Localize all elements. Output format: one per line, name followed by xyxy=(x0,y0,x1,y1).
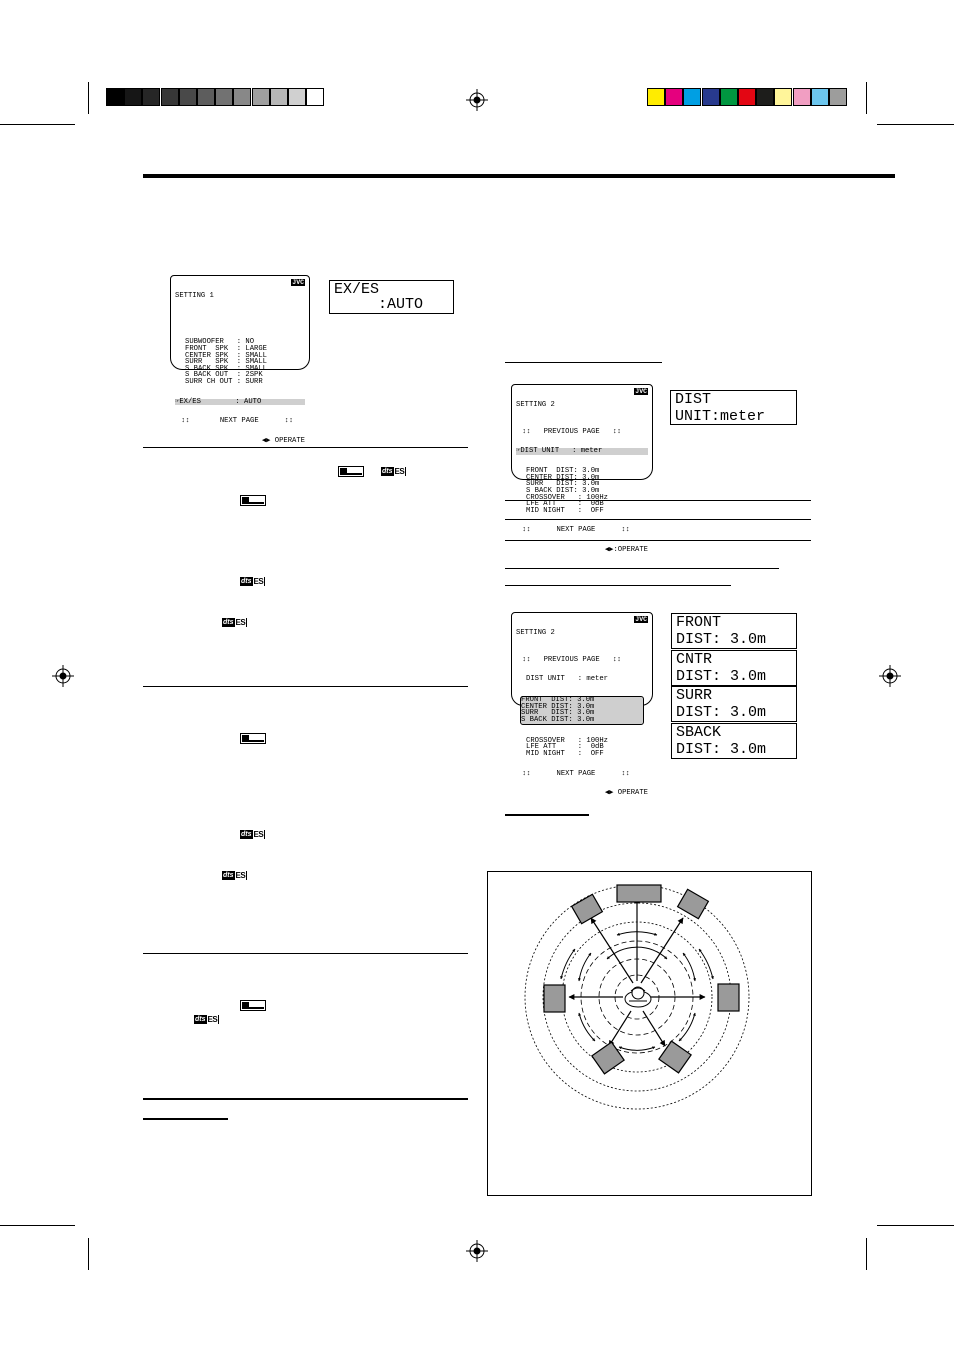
fl-display xyxy=(671,723,797,759)
color-swatch xyxy=(702,88,720,106)
gray-swatch xyxy=(124,88,142,106)
gray-swatch xyxy=(197,88,215,106)
screen-row: FRONT SPK : LARGE xyxy=(185,344,267,353)
dts-es-logo-icon: dts ES xyxy=(241,829,264,839)
fl-display-line1: SURR xyxy=(676,687,713,704)
registration-mark-icon xyxy=(879,665,901,687)
screen-row: MID NIGHT : OFF xyxy=(526,749,604,758)
fl-display-line2: DIST: 3.0m xyxy=(676,740,767,758)
color-swatch xyxy=(738,88,756,106)
distance-arrow xyxy=(643,1011,665,1046)
fl-display xyxy=(671,650,797,686)
previous-page-row: ↕↕ PREVIOUS PAGE ↕↕ xyxy=(522,427,622,436)
color-swatch xyxy=(665,88,683,106)
gray-swatch xyxy=(161,88,179,106)
pointer-icon: ☞ xyxy=(175,397,180,406)
distance-arrow xyxy=(609,1011,631,1046)
section-rule xyxy=(505,362,662,363)
gray-swatch xyxy=(106,88,124,106)
dolby-digital-ex-logo-icon xyxy=(240,1000,266,1011)
crop-mark xyxy=(866,1238,867,1270)
fl-display-line1: EX/ES xyxy=(334,281,380,298)
registration-mark-icon xyxy=(52,665,74,687)
screen-footer: ↕↕ NEXT PAGE ↕↕ xyxy=(181,417,294,426)
center-speaker-icon xyxy=(617,885,661,902)
gray-swatch xyxy=(252,88,270,106)
selected-distance-rows xyxy=(520,696,644,724)
dts-es-logo-icon: dts ES xyxy=(382,466,405,476)
gray-swatch xyxy=(142,88,160,106)
screen-footer: ◀▶ OPERATE xyxy=(261,437,305,446)
screen-title: SETTING 2 xyxy=(516,401,555,410)
crop-mark xyxy=(877,124,954,125)
screen-row: S BACK SPK : SMALL xyxy=(185,364,267,373)
screen-row: FRONT DIST: 3.0m xyxy=(521,696,595,705)
color-swatch xyxy=(829,88,847,106)
header-rule xyxy=(143,174,895,178)
note-underline xyxy=(143,1118,228,1120)
screen-row: CENTER DIST: 3.0m xyxy=(521,702,595,711)
registration-mark-icon xyxy=(466,1240,488,1262)
section-rule xyxy=(143,447,468,448)
dts-es-logo-icon: dts ES xyxy=(223,870,246,880)
screen-row: SURR CH OUT : SURR xyxy=(185,377,263,386)
setting2-rows xyxy=(516,738,648,758)
fl-display-line1: DIST xyxy=(675,391,712,408)
screen-row: SUBWOOFER : NO xyxy=(185,338,255,347)
fl-display-line1: SBACK xyxy=(676,723,722,741)
selected-row: ☞DIST UNIT : meter xyxy=(516,448,648,455)
gray-swatch xyxy=(179,88,197,106)
section-rule xyxy=(505,585,731,586)
gray-swatch xyxy=(233,88,251,106)
gray-swatch xyxy=(215,88,233,106)
dist-unit-row: DIST UNIT : meter xyxy=(526,675,608,684)
surround-left-speaker-icon xyxy=(544,985,565,1012)
crop-mark xyxy=(0,1225,75,1226)
dolby-digital-ex-logo-icon xyxy=(240,495,266,506)
screen-row: SURR DIST: 3.0m xyxy=(521,709,595,718)
screen-footer: ↕↕ NEXT PAGE ↕↕ xyxy=(522,769,630,778)
dolby-digital-ex-logo-icon xyxy=(240,733,266,744)
crop-mark xyxy=(877,1225,954,1226)
screen-row: LFE ATT : 0dB xyxy=(526,743,604,752)
section-rule xyxy=(505,568,779,569)
fl-display-line2: DIST: 3.0m xyxy=(676,631,767,648)
screen-row: CROSSOVER : 100Hz xyxy=(526,493,608,502)
screen-row: S BACK DIST: 3.0m xyxy=(521,715,595,724)
section-rule xyxy=(505,814,589,816)
color-swatch xyxy=(683,88,701,106)
section-rule xyxy=(143,953,468,954)
screen-row: CROSSOVER : 100Hz xyxy=(526,736,608,745)
pointer-icon: ☞ xyxy=(516,447,521,456)
gray-swatch xyxy=(306,88,324,106)
screen-row: FRONT DIST: 3.0m xyxy=(526,467,600,476)
dts-es-logo-icon: dts ES xyxy=(195,1014,218,1024)
color-swatch xyxy=(793,88,811,106)
setting2-rows xyxy=(516,468,648,514)
registration-mark-icon xyxy=(466,89,488,111)
crop-mark xyxy=(88,82,89,114)
previous-page-row: ↕↕ PREVIOUS PAGE ↕↕ xyxy=(522,655,622,664)
jvc-logo: JVC xyxy=(292,279,304,286)
screen-row: CENTER SPK : SMALL xyxy=(185,351,267,360)
screen-row: SURR SPK : SMALL xyxy=(185,358,267,367)
screen-footer: ◀▶ OPERATE xyxy=(604,789,648,798)
fl-display-line2: DIST: 3.0m xyxy=(676,704,767,721)
fl-display xyxy=(329,280,454,314)
crop-mark xyxy=(0,124,75,125)
fl-display-line1: FRONT xyxy=(676,614,722,631)
screen-row: S BACK OUT : 2SPK xyxy=(185,371,263,380)
distance-arrow xyxy=(591,918,633,983)
front-left-speaker-icon xyxy=(572,894,603,923)
color-swatch xyxy=(756,88,774,106)
setting1-screen xyxy=(170,275,310,446)
screen-footer: ◀▶:OPERATE xyxy=(604,546,648,555)
section-rule xyxy=(143,686,468,687)
gray-swatch xyxy=(270,88,288,106)
crop-mark xyxy=(866,82,867,114)
fl-display-line1: CNTR xyxy=(676,650,713,668)
color-swatch xyxy=(647,88,665,106)
fl-display-line2: UNIT:meter xyxy=(675,408,766,425)
fl-display xyxy=(670,390,797,425)
screen-row: S BACK DIST: 3.0m xyxy=(526,486,600,495)
dts-es-logo-icon: dts ES xyxy=(223,617,246,627)
color-swatch xyxy=(720,88,738,106)
jvc-logo: JVC xyxy=(635,388,647,395)
color-swatch xyxy=(774,88,792,106)
jvc-logo: JVC xyxy=(635,616,647,623)
gray-swatch xyxy=(288,88,306,106)
setting1-rows xyxy=(175,339,305,385)
surround-right-speaker-icon xyxy=(718,984,739,1011)
setting2-screen xyxy=(511,384,653,555)
screen-title: SETTING 2 xyxy=(516,629,555,638)
crop-mark xyxy=(88,1238,89,1270)
dolby-digital-ex-logo-icon xyxy=(338,466,364,477)
screen-row: CENTER DIST: 3.0m xyxy=(526,473,600,482)
section-rule xyxy=(143,1098,468,1100)
screen-title: SETTING 1 xyxy=(175,292,214,301)
fl-display xyxy=(671,686,797,722)
listener-icon xyxy=(625,987,651,1007)
fl-display xyxy=(671,613,797,649)
screen-footer: ↕↕ NEXT PAGE ↕↕ xyxy=(522,526,630,535)
setting2-distance-screen xyxy=(511,612,653,798)
fl-display-line2: DIST: 3.0m xyxy=(676,667,767,685)
speaker-distance-diagram xyxy=(487,871,812,1196)
distance-arrow xyxy=(641,918,683,983)
fl-display-line2: :AUTO xyxy=(360,296,424,313)
screen-row: SURR DIST: 3.0m xyxy=(526,480,600,489)
dts-es-logo-icon: dts ES xyxy=(241,576,264,586)
screen-row: LFE ATT : 0dB xyxy=(526,500,604,509)
selected-row: ☞EX/ES : AUTO xyxy=(175,399,305,406)
color-swatch xyxy=(811,88,829,106)
screen-row: MID NIGHT : OFF xyxy=(526,506,604,515)
